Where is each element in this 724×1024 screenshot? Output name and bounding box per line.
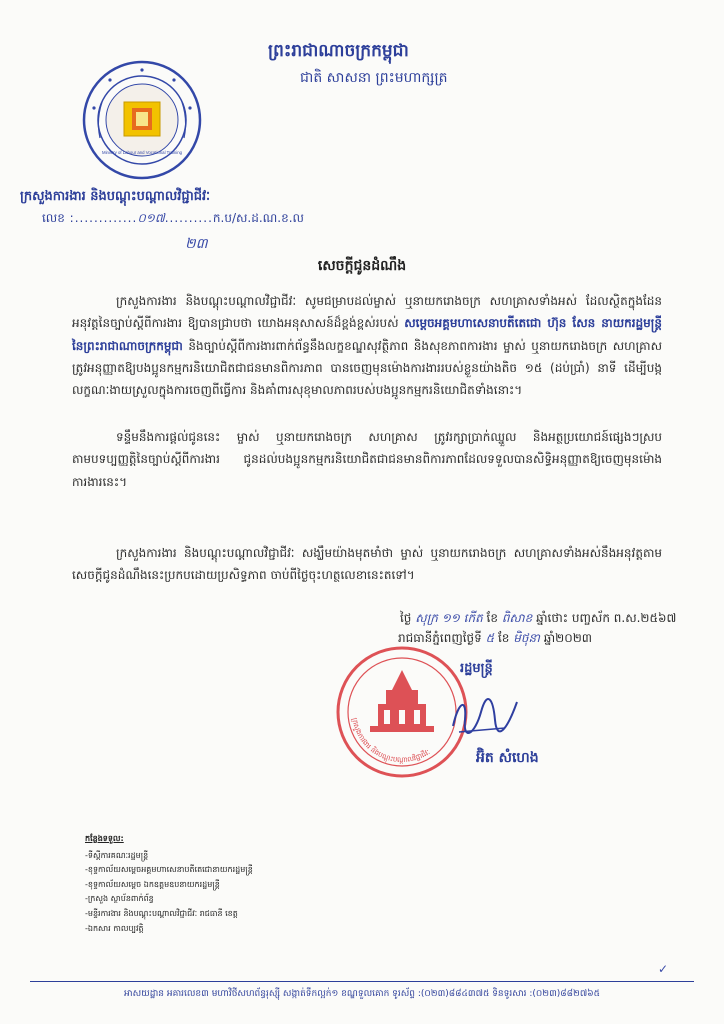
paragraph-1-a: ក្រសួងការងារ និងបណ្តុះបណ្តាលវិជ្ជាជីវៈ សូមជម្រាបដល់ម្ចាស់ ឬនាយករោងចក្រ សហគ្រាសទាំងអស់ ដែលស្ថិតក្នុងដែនអនុវត្តនៃច្បាប់ស្តីពីការងារ ឱ្យបានជ្រាបថា យោងអនុសាសន៍ដ៏ខ្ពង់ខ្ពស់របស់ [72, 294, 662, 331]
lunar-date [400, 610, 676, 628]
ref-handnote: ២៣ [185, 236, 208, 252]
recipient-item: -មន្ទីរការងារ និងបណ្តុះបណ្តាលវិជ្ជាជីវៈ រាជធានី ខេត្ត [85, 908, 238, 918]
footer-address: អាសយដ្ឋាន អគារលេខ៣ មហាវិថីសហព័ន្ធរុស្ស៊ី សង្កាត់ទឹកល្អក់១ ខណ្ឌទួលគោក ទូរស័ព្ទ :(០២៣)៨៨៤៣៧៥ ទិនទូរសារ :(០២៣)៨៨២៧៦៥ [124, 989, 600, 999]
date-day: ៥ [485, 631, 495, 645]
date-month-label: ខែ [497, 631, 510, 645]
ministry-name: ក្រសួងការងារ និងបណ្តុះបណ្តាលវិជ្ជាជីវៈ [20, 189, 211, 204]
ref-number: ០១៧ [137, 211, 165, 225]
ref-suffix: ក.ប/ស.ដ.ណ.ខ.ល [212, 211, 304, 225]
recipient-item: -ឯកសារ កាលប្បវត្តិ [85, 923, 144, 933]
recipient-item: -ខុទ្ទកាល័យសម្តេចអគ្គមហាសេនាបតីតេជោនាយករដ្ឋមន្ត្រី [85, 865, 253, 875]
paragraph-1 [72, 290, 662, 401]
lunar-month: ពិសាខ [501, 611, 533, 625]
national-motto: ជាតិ សាសនា ព្រះមហាក្សត្រ [300, 70, 448, 86]
date-city: រាជធានីភ្នំពេញថ្ងៃទី [398, 631, 482, 645]
recipient-item: -ទីស្តីការគណៈរដ្ឋមន្ត្រី [85, 850, 149, 860]
date-month: មិថុនា [513, 631, 540, 645]
ref-label: លេខ [42, 211, 65, 225]
handwritten-signature [445, 690, 525, 740]
minister-title: រដ្ឋមន្ត្រី [460, 661, 493, 676]
paragraph-3 [72, 542, 662, 587]
prime-minister-name: សម្តេចអគ្គមហាសេនាបតីតេជោ ហ៊ុន សែន នាយករដ្ឋមន្ត្រី នៃព្រះរាជាណាចក្រកម្ពុជា [72, 316, 662, 353]
recipients-list [85, 832, 253, 936]
minister-name: អ៊ិត សំហេង [476, 750, 539, 766]
reference-line: លេខ :.............០១៧..........ក.ប/ស.ដ.ណ.ខ.ល [42, 211, 304, 225]
recipients-heading: កន្លែងទទួល: [85, 834, 124, 843]
lunar-month-label: ខែ [486, 611, 498, 625]
recipient-item: -ក្រសួង ស្ថាប័នពាក់ព័ន្ធ [85, 894, 154, 904]
stamp-text: ក្រសួងការងារ និងបណ្តុះបណ្តាលវិជ្ជាជីវៈ [350, 717, 432, 765]
kingdom-heading: ព្រះរាជាណាចក្រកម្ពុជា [268, 41, 409, 61]
check-mark: ✓ [658, 962, 669, 976]
lunar-prefix: ថ្ងៃ [400, 611, 412, 625]
document-title: សេចក្តីជូនដំណឹង [317, 258, 407, 274]
date-year: ឆ្នាំ២០២៣ [543, 631, 593, 645]
seal-caption: Ministry of Labour and Vocational Training [101, 150, 183, 155]
paragraph-3-text: ក្រសួងការងារ និងបណ្តុះបណ្តាលវិជ្ជាជីវៈ សង្ឃឹមយ៉ាងមុតមាំថា ម្ចាស់ ឬនាយករោងចក្រ សហគ្រាសទាំងអស់នឹងអនុវត្តតាមសេចក្តីជូនដំណឹងនេះប្រកបដោយប្រសិទ្ធភាព ចាប់ពីថ្ងៃចុះហត្ថលេខានេះតទៅ។ [72, 546, 662, 583]
ministry-seal [80, 58, 204, 182]
paragraph-2 [72, 426, 662, 493]
paragraph-2-text: ទន្ទឹមនឹងការផ្តល់ជូននេះ ម្ចាស់ ឬនាយករោងចក្រ សហគ្រាស ត្រូវរក្សាប្រាក់ឈ្នួល និងអត្ថប្រយោជន៍ផ្សេងៗស្របតាមបទប្បញ្ញត្តិនៃច្បាប់ស្តីពីការងារ ជូនដល់បងប្អូនកម្មករនិយោជិតជាជនមានពិការភាពដែលទទួលបានសិទ្ធិអនុញ្ញាតឱ្យចេញមុនម៉ោងការងារនេះ។ [72, 430, 662, 489]
footer-divider [30, 981, 694, 982]
lunar-year: ឆ្នាំថោះ បញ្ចស័ក ព.ស.២៥៦៧ [536, 611, 677, 625]
paragraph-1-c: និងច្បាប់ស្តីពីការងារពាក់ព័ន្ធនឹងលក្ខខណ្ឌសុវត្ថិភាព និងសុខភាពការងារ ម្ចាស់ ឬនាយករោងចក្រ សហគ្រាស ត្រូវអនុញ្ញាតឱ្យបងប្អូនកម្មករនិយោជិតជាជនមានពិការភាព បានចេញមុនម៉ោងការងាររបស់ខ្លួនយ៉ាងតិច ១៥ (ដប់ប្រាំ) នាទី ដើម្បីបង្កលក្ខណៈងាយស្រួលក្នុងការចេញពីធ្វើការ និងគាំពារសុខុមាលភាពរបស់បងប្អូនកម្មករនិយោជិតទាំងនោះ។ [72, 338, 662, 398]
recipient-item: -ខុទ្ទកាល័យសម្តេច ឯកឧត្តមឧបនាយករដ្ឋមន្ត្រី [85, 879, 220, 889]
lunar-day: សុក្រ ១១ កើត [415, 611, 483, 625]
